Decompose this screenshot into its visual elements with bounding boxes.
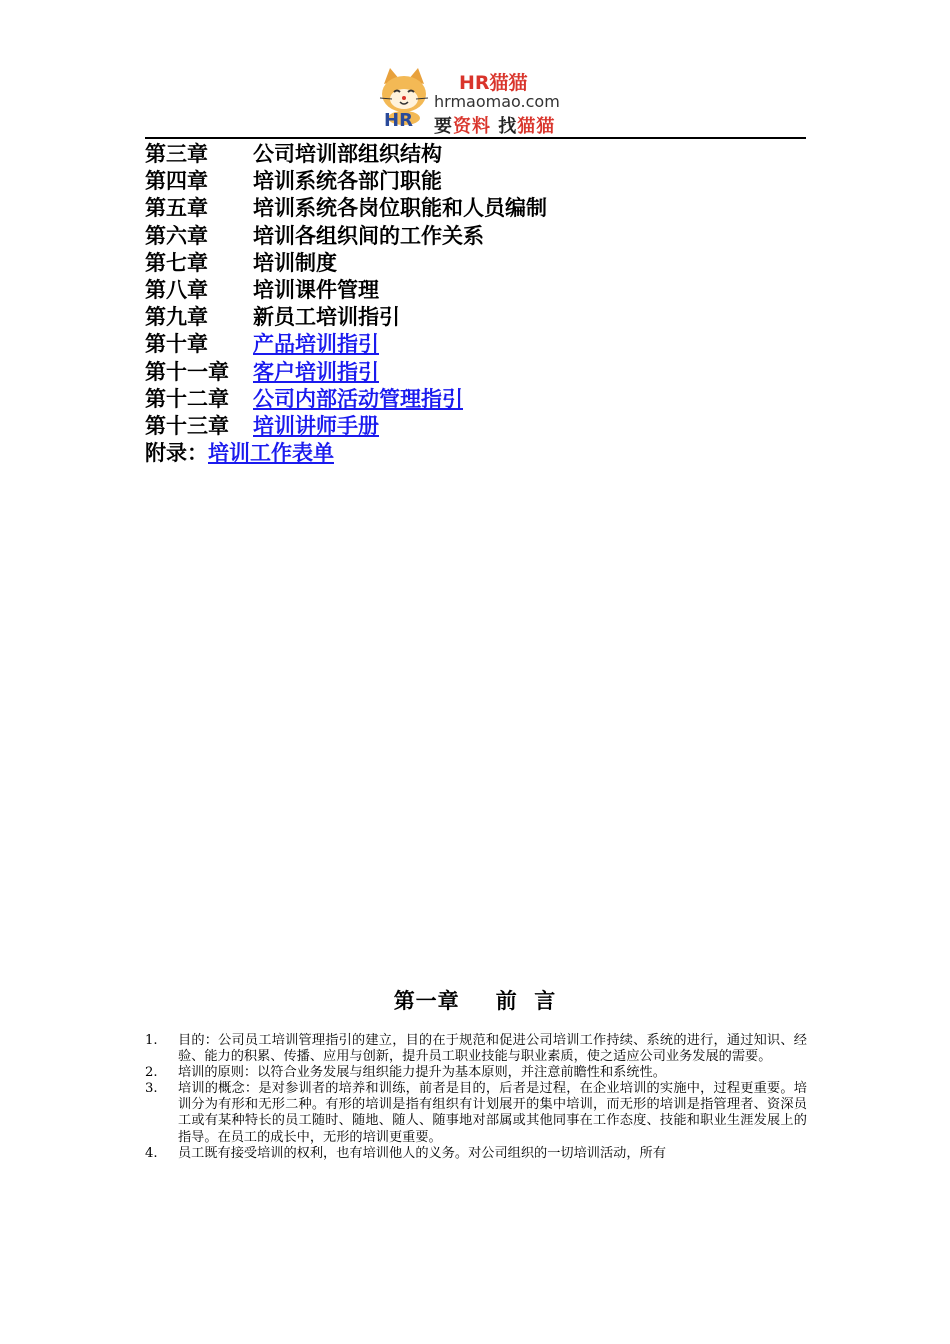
hr-badge: HR (384, 110, 413, 131)
toc-row[interactable] (145, 386, 547, 413)
toc-title: 新员工培训指引 (253, 305, 400, 330)
appendix-row[interactable] (145, 440, 547, 467)
list-item-text: 员工既有接受培训的权利，也有培训他人的义务。对公司组织的一切培训活动，所有 (178, 1145, 666, 1161)
toc-title-link[interactable]: 客户培训指引 (253, 359, 379, 384)
list-item (145, 1081, 807, 1145)
list-item-number: 1. (145, 1033, 158, 1048)
list-item-number: 4. (145, 1145, 158, 1161)
slogan: 要资料 找猫猫 (434, 116, 556, 137)
toc-chapter-number: 第十一章 (145, 359, 229, 384)
chapter-heading: 第一章 前 言 (393, 989, 557, 1013)
list-item-text: 培训的原则：以符合业务发展与组织能力提升为基本原则，并注意前瞻性和系统性。 (178, 1065, 666, 1081)
toc-title: 培训课件管理 (253, 277, 379, 302)
appendix-label: 附录： (145, 441, 208, 466)
toc-row (145, 168, 547, 195)
toc-title: 公司培训部组织结构 (253, 142, 442, 166)
toc-chapter-number: 第九章 (145, 305, 208, 330)
brand-name: HR猫猫 (459, 72, 528, 94)
toc-row (145, 223, 547, 250)
list-item-text: 目的：公司员工培训管理指引的建立，目的在于规范和促进公司培训工作持续、系统的进行，通过知识、经验、能力的积累、传播、应用与创新，提升员工职业技能与职业素质，使之适应公司业务发展的需要。 (178, 1033, 807, 1065)
toc-row (145, 141, 547, 168)
site-url: hrmaomao.com (434, 92, 560, 111)
toc-row[interactable] (145, 359, 547, 386)
toc-chapter-number: 第十三章 (145, 413, 229, 438)
toc-chapter-number: 第十二章 (145, 386, 229, 411)
toc-chapter-number: 第十章 (145, 332, 208, 357)
header-divider (145, 137, 806, 139)
list-item-text: 培训的概念：是对参训者的培养和训练，前者是目的，后者是过程，在企业培训的实施中，过程更重要。培训分为有形和无形二种。有形的培训是指有组织有计划展开的集中培训，而无形的培训是指管理者、资深员工或有某种特长的员工随时、随地、随人、随事地对部属或其他同事在工作态度、技能和职业生涯发展上的指导。在员工的成长中，无形的培训更重要。 (178, 1081, 807, 1145)
toc-chapter-number: 第六章 (145, 223, 208, 248)
list-item-number: 3. (145, 1081, 158, 1097)
toc-row (145, 277, 547, 304)
toc-title-link[interactable]: 公司内部活动管理指引 (253, 386, 463, 411)
toc-row (145, 195, 547, 222)
table-of-contents (145, 141, 547, 467)
toc-row (145, 304, 547, 331)
toc-title: 培训系统各岗位职能和人员编制 (253, 196, 547, 221)
toc-title-link[interactable]: 产品培训指引 (253, 332, 379, 357)
appendix-link[interactable]: 培训工作表单 (208, 441, 334, 466)
toc-chapter-number: 第四章 (145, 169, 208, 194)
toc-chapter-number: 第五章 (145, 196, 208, 221)
preface-list (145, 1033, 807, 1162)
list-item (145, 1146, 807, 1162)
toc-title: 培训制度 (253, 250, 337, 275)
list-item (145, 1065, 807, 1081)
toc-chapter-number: 第三章 (145, 142, 208, 166)
list-item (145, 1033, 807, 1065)
toc-title-link[interactable]: 培训讲师手册 (253, 413, 379, 438)
toc-title: 培训各组织间的工作关系 (253, 223, 484, 248)
toc-row (145, 250, 547, 277)
toc-chapter-number: 第七章 (145, 250, 208, 275)
list-item-number: 2. (145, 1065, 158, 1081)
toc-row[interactable] (145, 413, 547, 440)
toc-row[interactable] (145, 331, 547, 358)
toc-chapter-number: 第八章 (145, 277, 208, 302)
toc-title: 培训系统各部门职能 (253, 169, 442, 194)
